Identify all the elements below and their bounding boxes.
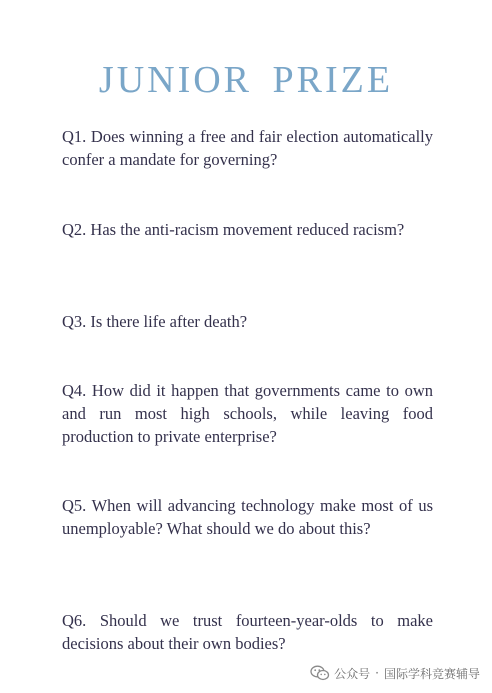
page-title: JUNIOR PRIZE	[98, 59, 394, 102]
question-4: Q4. How did it happen that governments came to own and run most high schools, while leaving food production to private enterprise?	[62, 381, 433, 446]
question-5: Q5. When will advancing technology make most of us unemployable? What should we do about this?	[62, 496, 433, 538]
question-3: Q3. Is there life after death?	[62, 312, 248, 331]
watermark-separator: ·	[375, 666, 379, 680]
question-2: Q2. Has the anti-racism movement reduced racism?	[62, 220, 405, 239]
watermark-account-type: 公众号	[334, 666, 371, 681]
watermark	[310, 663, 480, 683]
watermark-account-name: 国际学科竞赛辅导	[383, 666, 480, 681]
question-6: Q6. Should we trust fourteen-year-olds to make decisions about their own bodies?	[62, 611, 433, 653]
question-1: Q1. Does winning a free and fair election automatically confer a mandate for governing?	[62, 127, 433, 169]
wechat-icon	[310, 665, 330, 681]
